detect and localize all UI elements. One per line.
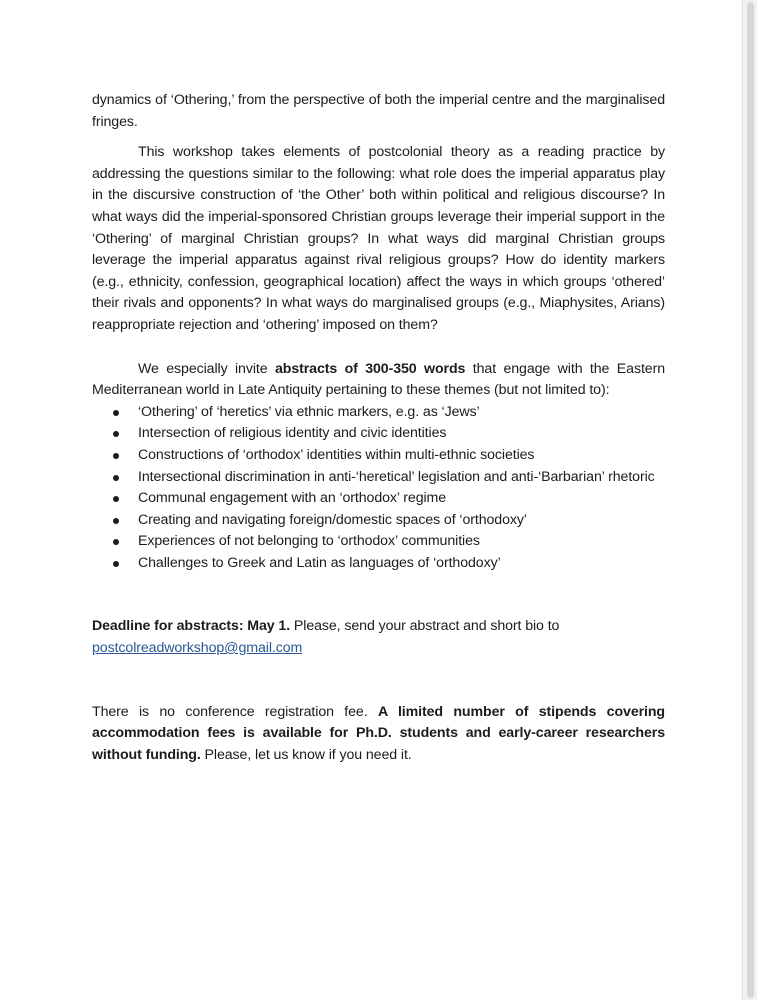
theme-text: Constructions of ‘orthodox’ identities within multi-ethnic societies: [138, 446, 535, 463]
list-item: [92, 423, 665, 445]
workshop-description-paragraph: This workshop takes elements of postcolonial theory as a reading practice by addressing the questions similar to the following: what role does the imperial apparatus play in the discursive construction of ‘the Other’ both within political and religious discourse? In what ways did the imperial-sponsored Christian groups leverage their imperial support in the ‘Othering’ of marginal Christian groups? In what ways did marginal Christian groups leverage the imperial apparatus against rival religious groups? How do identity markers (e.g., ethnicity, confession, geographical location) affect the ways in which groups ‘othered’ their rivals and opponents? In what ways do marginalised groups (e.g., Miaphysites, Arians) reappropriate rejection and ‘othering’ imposed on them?: [92, 144, 665, 333]
vertical-scrollbar[interactable]: [742, 0, 757, 1000]
document-body: [92, 90, 665, 766]
deadline-text: Please, send your abstract and short bio to: [290, 618, 560, 635]
scrollbar-thumb[interactable]: [747, 2, 754, 998]
deadline-label: Deadline for abstracts: May 1.: [92, 618, 291, 635]
invite-paragraph: [92, 359, 665, 402]
invite-abstract-length: abstracts of 300-350 words: [274, 360, 466, 377]
bullet-icon: [113, 475, 119, 481]
invite-prefix: We especially invite: [138, 360, 275, 377]
theme-text: Intersection of religious identity and civic identities: [138, 425, 447, 442]
list-item: [92, 553, 665, 575]
intro-continuation-paragraph: dynamics of ‘Othering,’ from the perspective of both the imperial centre and the marginalised fringes.: [92, 92, 665, 130]
list-item: [92, 531, 665, 553]
fee-paragraph: [92, 702, 665, 767]
theme-text: Creating and navigating foreign/domestic spaces of ‘orthodoxy’: [138, 511, 527, 528]
bullet-icon: [113, 410, 119, 416]
themes-list: [92, 402, 665, 575]
invite-suffix: that engage with the Eastern Mediterranean world in Late Antiquity pertaining to these themes (but not limited to):: [92, 360, 665, 399]
stipend-notice: A limited number of stipends covering accommodation fees is available for Ph.D. students and early-career researchers without funding.: [92, 703, 666, 763]
list-item: [92, 510, 665, 532]
bullet-icon: [113, 453, 119, 459]
fee-suffix: Please, let us know if you need it.: [200, 746, 412, 763]
fee-text: There is no conference registration fee.: [92, 703, 378, 720]
list-item: [92, 445, 665, 467]
theme-text: ‘Othering’ of ‘heretics’ via ethnic markers, e.g. as ‘Jews’: [138, 403, 480, 420]
deadline-paragraph: [92, 616, 665, 659]
theme-text: Communal engagement with an ‘orthodox’ regime: [138, 490, 447, 507]
bullet-icon: [113, 431, 119, 437]
theme-text: Intersectional discrimination in anti-‘heretical’ legislation and anti-‘Barbarian’ rhetoric: [138, 468, 655, 485]
bullet-icon: [113, 518, 119, 524]
bullet-icon: [113, 539, 119, 545]
list-item: [92, 402, 665, 424]
theme-text: Experiences of not belonging to ‘orthodox’ communities: [138, 533, 480, 550]
bullet-icon: [113, 561, 119, 567]
list-item: [92, 467, 665, 489]
bullet-icon: [113, 496, 119, 502]
email-link[interactable]: postcolreadworkshop@gmail.com: [92, 640, 303, 657]
theme-text: Challenges to Greek and Latin as languages of ‘orthodoxy’: [138, 554, 501, 571]
list-item: [92, 488, 665, 510]
